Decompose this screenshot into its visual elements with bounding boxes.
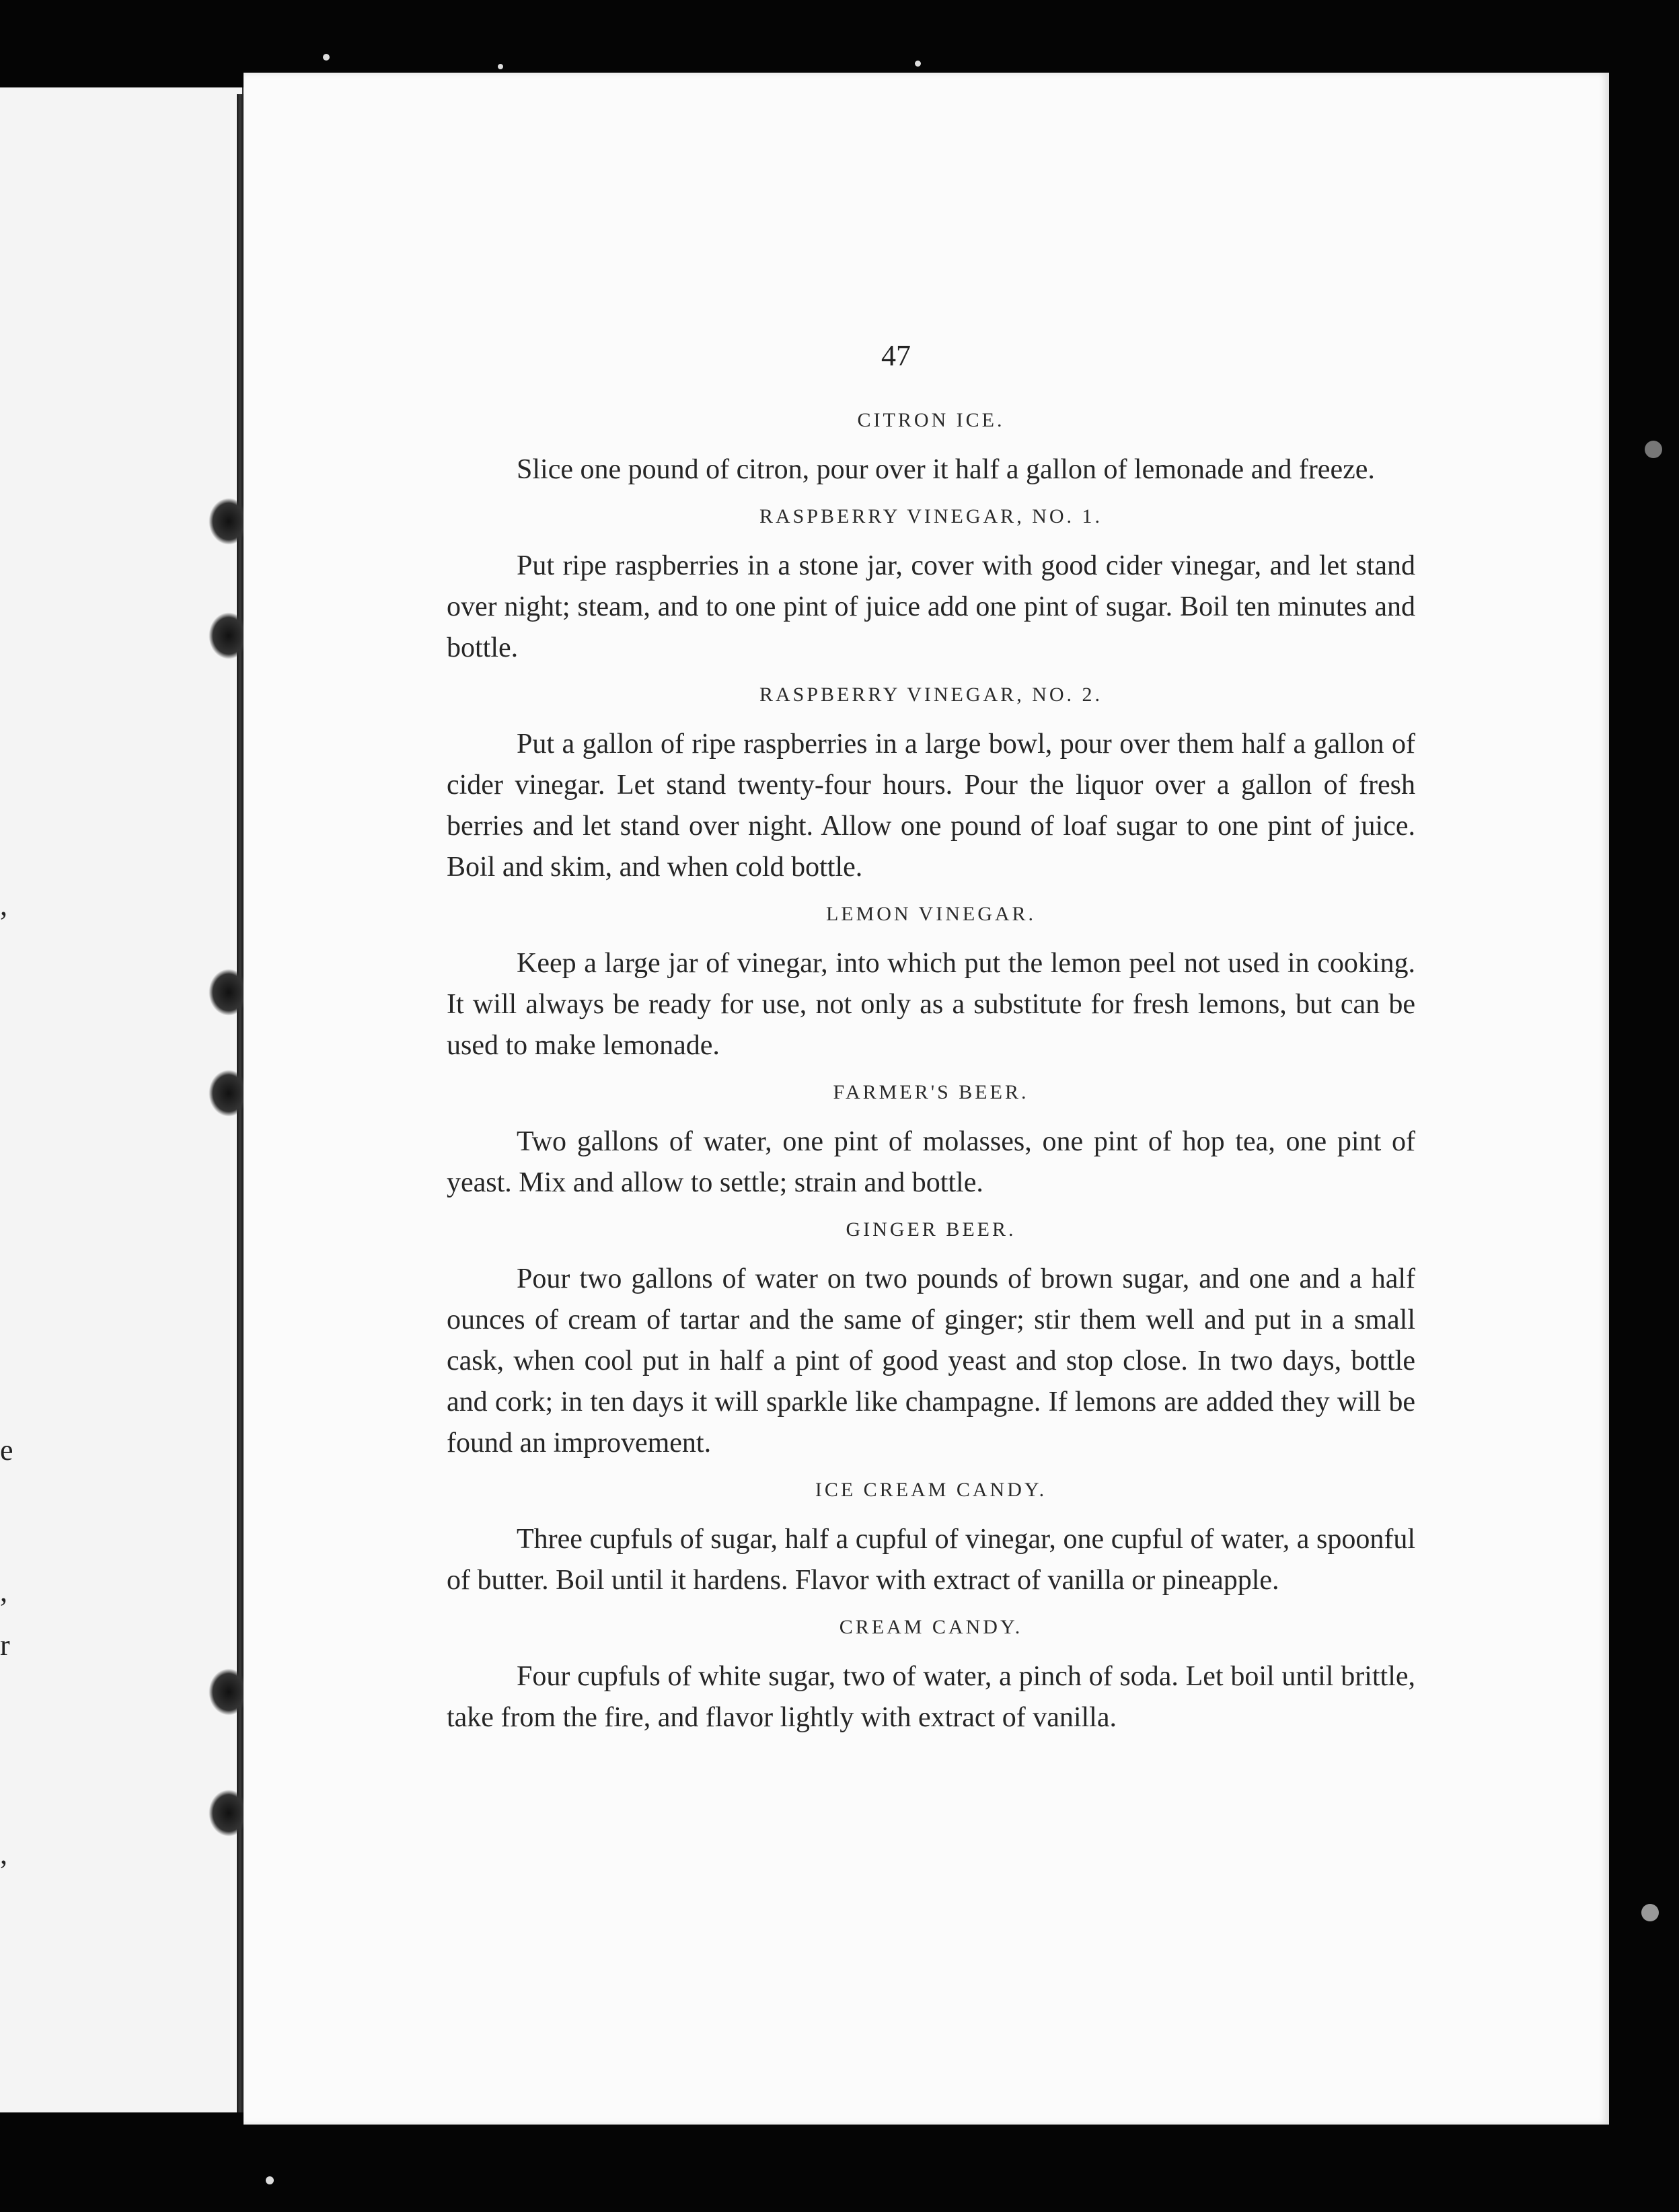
recipe-title: RASPBERRY VINEGAR, NO. 2. bbox=[759, 684, 1103, 706]
recipe-ice-cream-candy bbox=[447, 1479, 1415, 1601]
recipe-title: CREAM CANDY. bbox=[839, 1616, 1023, 1638]
recipe-title: ICE CREAM CANDY. bbox=[815, 1479, 1047, 1501]
recipe-text: Four cupfuls of white sugar, two of water, a pinch of soda. Let boil until brittle, take from the fire, and flavor lightly with extract of vanilla. bbox=[447, 1661, 1415, 1733]
previous-page-edge bbox=[0, 87, 244, 2112]
recipe-raspberry-vinegar-2 bbox=[447, 684, 1415, 888]
scan-speck bbox=[1641, 1904, 1659, 1921]
recipe-citron-ice bbox=[447, 409, 1415, 490]
recipe-title: GINGER BEER. bbox=[846, 1218, 1016, 1241]
binding-stitch bbox=[209, 1070, 249, 1117]
scan-speck bbox=[323, 54, 330, 61]
recipe-lemon-vinegar bbox=[447, 903, 1415, 1066]
recipe-title: CITRON ICE. bbox=[857, 409, 1005, 431]
recipe-raspberry-vinegar-1 bbox=[447, 505, 1415, 669]
binding-stitch bbox=[209, 612, 249, 659]
recipe-farmers-beer bbox=[447, 1081, 1415, 1204]
binding-stitch bbox=[209, 1668, 249, 1716]
recipe-title: FARMER'S BEER. bbox=[833, 1081, 1029, 1103]
recipe-text: Put ripe raspberries in a stone jar, cover with good cider vinegar, and let stand over night; steam, and to one pint of juice add one pint of sugar. Boil ten minutes and bottle. bbox=[447, 550, 1415, 663]
recipe-title: LEMON VINEGAR. bbox=[825, 903, 1037, 925]
recipe-list bbox=[447, 409, 1415, 1753]
recipe-text: Three cupfuls of sugar, half a cupful of vinegar, one cupful of water, a spoonful of butter. Boil until it hardens. Flavor with extract of vanilla or pineapple. bbox=[447, 1524, 1415, 1596]
scan-speck bbox=[498, 64, 503, 69]
left-page-mark: , bbox=[0, 889, 7, 922]
page-number: 47 bbox=[881, 339, 911, 372]
binding-stitch bbox=[209, 1790, 249, 1837]
scan-speck bbox=[915, 61, 921, 67]
binding-stitch bbox=[209, 498, 249, 545]
scan-speck bbox=[266, 2176, 274, 2184]
recipe-text: Slice one pound of citron, pour over it half a gallon of lemonade and freeze. bbox=[517, 454, 1375, 485]
recipe-ginger-beer bbox=[447, 1218, 1415, 1464]
scan-speck bbox=[1645, 441, 1662, 458]
recipe-text: Two gallons of water, one pint of molasses, one pint of hop tea, one pint of yeast. Mix and allow to settle; strain and bottle. bbox=[447, 1126, 1415, 1198]
book-page bbox=[244, 73, 1609, 2125]
left-page-mark: e bbox=[0, 1434, 13, 1467]
left-page-mark: r bbox=[0, 1629, 10, 1662]
binding-stitch bbox=[209, 969, 249, 1016]
recipe-title: RASPBERRY VINEGAR, NO. 1. bbox=[759, 505, 1103, 527]
left-page-mark: , bbox=[0, 1837, 7, 1870]
recipe-text: Put a gallon of ripe raspberries in a large bowl, pour over them half a gallon of cider vinegar. Let stand twenty-four hours. Pour the liquor over a gallon of fresh berries and let stand over night. Allow one pound of loaf sugar to one pint of juice. Boil and skim, and when cold bottle. bbox=[447, 729, 1415, 883]
recipe-text: Keep a large jar of vinegar, into which put the lemon peel not used in cooking. It will always be ready for use, not only as a substitute for fresh lemons, but can be used to make lemonade. bbox=[447, 948, 1415, 1061]
recipe-text: Pour two gallons of water on two pounds of brown sugar, and one and a half ounces of cream of tartar and the same of ginger; stir them well and put in a small cask, when cool put in half a pint of good yeast and stop close. In two days, bottle and cork; in ten days it will sparkle like champagne. If lemons are added they will be found an improvement. bbox=[447, 1263, 1415, 1459]
recipe-cream-candy bbox=[447, 1616, 1415, 1738]
left-page-mark: , bbox=[0, 1575, 7, 1608]
